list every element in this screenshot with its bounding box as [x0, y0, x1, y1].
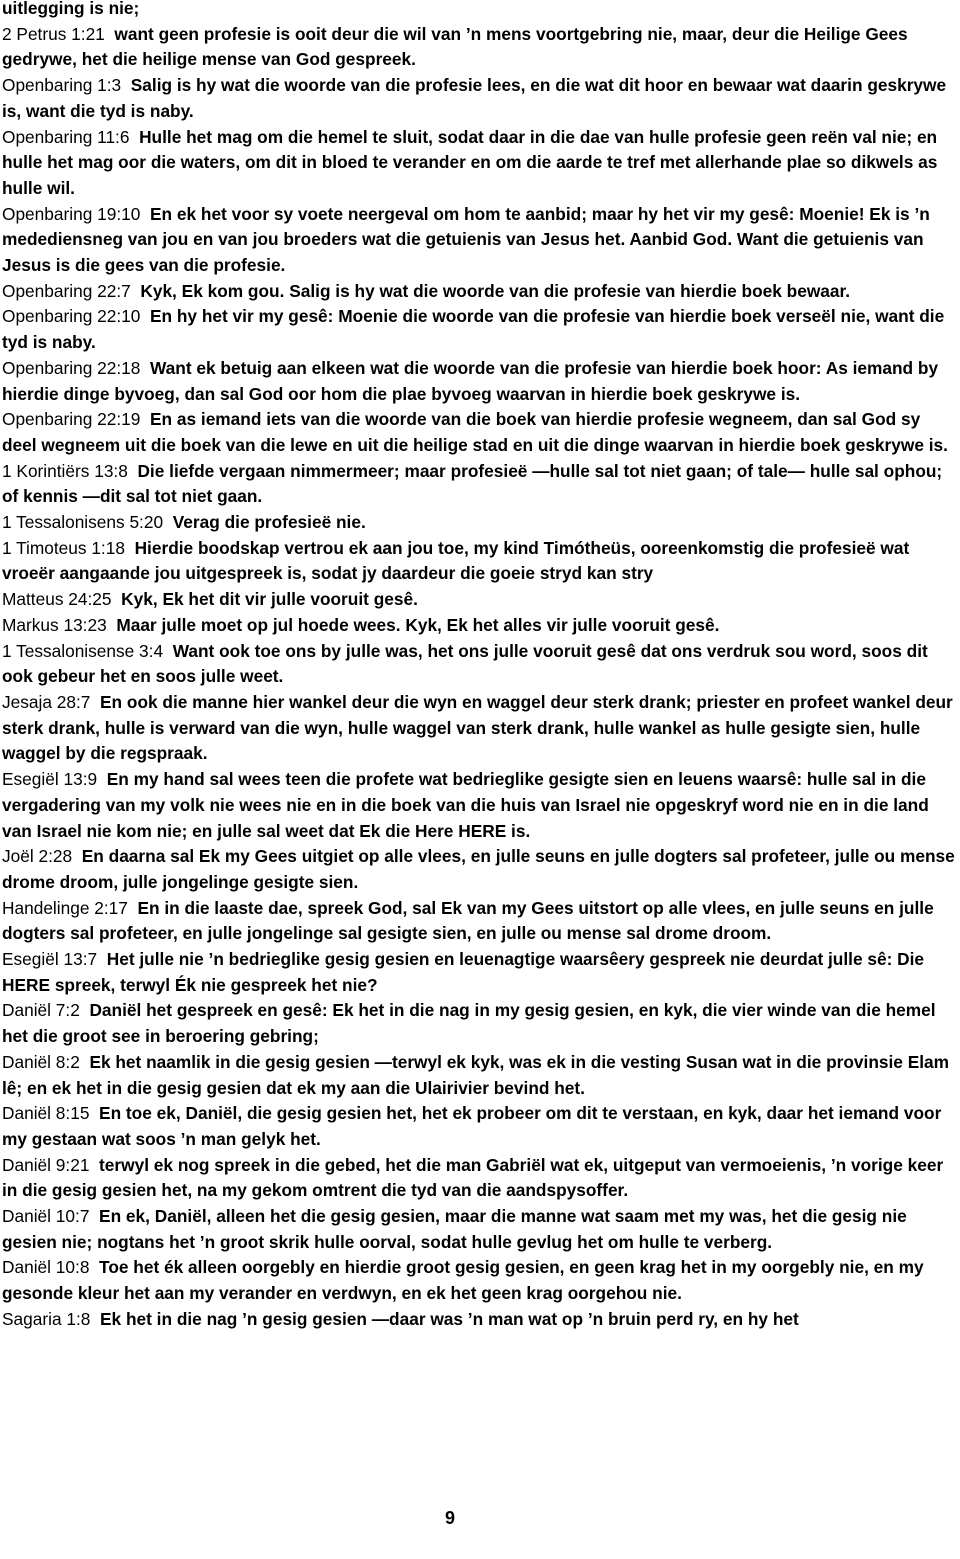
verse-text: terwyl ek nog spreek in die gebed, het die man Gabriël wat ek, uitgeput van vermoeienis, ’n vorige keer in die gesig gesien het, na my gekom omtrent die tyd van die aandspysoffer.: [2, 1154, 944, 1201]
verse-reference: Daniël 7:2: [2, 1000, 80, 1021]
verse-text: Ek het in die nag ’n gesig gesien —daar was ’n man wat op ’n bruin perd ry, en hy het: [100, 1308, 799, 1329]
verse-entry: [2, 356, 956, 407]
verse-text: Kyk, Ek kom gou. Salig is hy wat die woorde van die profesie van hierdie boek bewaar.: [140, 280, 851, 301]
verse-entry: [2, 202, 956, 279]
verse-text: En my hand sal wees teen die profete wat bedrieglike gesigte sien en leuens waarsê: hulle sal in die vergadering van my volk nie wees nie en in die boek van die huis van Israel nie opgeskryf word nie en in die land van Israel nie kom nie; en julle sal weet dat Ek die Here HERE is.: [2, 769, 929, 841]
verse-text: Want ek betuig aan elkeen wat die woorde van die profesie van hierdie boek hoor: As iemand by hierdie dinge byvoeg, dan sal God oor hom die plae byvoeg waarvan in hierdie boek geskrywe is.: [2, 357, 939, 404]
verse-list: [2, 22, 956, 1333]
verse-reference: Openbaring 22:18: [2, 357, 141, 378]
verse-text: Hierdie boodskap vertrou ek aan jou toe, my kind Timótheüs, ooreenkomstig die profesieë wat vroeër aangaande jou uitgespreek is, sodat jy daardeur die goeie stryd kan stry: [2, 537, 910, 584]
verse-entry: [2, 639, 956, 690]
verse-text: Want ook toe ons by julle was, het ons julle vooruit gesê dat ons verdruk sou word, soos dit ook gebeur het en soos julle weet.: [2, 640, 928, 687]
verse-entry: [2, 459, 956, 510]
verse-reference: Openbaring 11:6: [2, 126, 130, 147]
verse-text: Salig is hy wat die woorde van die profesie lees, en die wat dit hoor en bewaar wat daarin geskrywe is, want die tyd is naby.: [2, 75, 947, 121]
verse-entry: [2, 1307, 956, 1333]
verse-reference: Sagaria 1:8: [2, 1308, 91, 1329]
verse-text: En as iemand iets van die woorde van die boek van hierdie profesie wegneem, dan sal God sy deel wegneem uit die boek van die lewe en uit die heilige stad en uit die dinge waarvan in hierdie boek geskrywe is.: [2, 409, 948, 455]
verse-entry: [2, 536, 956, 587]
verse-entry: [2, 587, 956, 613]
verse-text: En ek, Daniël, alleen het die gesig gesien, maar die manne wat saam met my was, het die gesig nie gesien nie; nogtans het ’n groot skrik hulle oorval, sodat hulle gevlug het om hulle te verberg.: [2, 1206, 907, 1252]
verse-entry: [2, 1101, 956, 1152]
verse-text: Die liefde vergaan nimmermeer; maar profesieë —hulle sal tot niet gaan; of tale— hulle sal ophou; of kennis —dit sal tot niet gaan.: [2, 460, 943, 507]
verse-reference: Daniël 10:8: [2, 1257, 90, 1278]
verse-entry: [2, 304, 956, 355]
verse-entry: [2, 613, 956, 639]
verse-text: Het julle nie ’n bedrieglike gesig gesien en leuenagtige waarsêery gespreek nie deurdat julle sê: Die HERE spreek, terwyl Ék nie gespreek het nie?: [2, 949, 925, 995]
verse-entry: [2, 998, 956, 1049]
verse-text: Toe het ék alleen oorgebly en hierdie groot gesig gesien, en geen krag het in my oorgebly nie, en my gesonde kleur het aan my verander en verdwyn, en ek het geen krag oorgehou nie.: [2, 1257, 924, 1304]
verse-text: Daniël het gespreek en gesê: Ek het in die nag in my gesig gesien, en kyk, die vier winde van die hemel het die groot see in beroering gebring;: [2, 1000, 936, 1047]
verse-reference: Markus 13:23: [2, 614, 107, 635]
verse-text: Ek het naamlik in die gesig gesien —terwyl ek kyk, was ek in die vesting Susan wat in die provinsie Elam lê; en ek het in die gesig gesien dat ek my aan die Ulairivier bevind het.: [2, 1051, 950, 1098]
verse-text: En ook die manne hier wankel deur die wyn en waggel deur sterk drank; priester en profeet wankel deur sterk drank, hulle is verward van die wyn, hulle waggel van sterk drank, hulle wankel as hulle gesigte sien, hulle waggel by die regspraak.: [2, 691, 953, 764]
verse-reference: 2 Petrus 1:21: [2, 23, 105, 44]
verse-text: want geen profesie is ooit deur die wil van ’n mens voortgebring nie, maar, deur die Heilige Gees gedrywe, het die heilige mense van God gespreek.: [2, 23, 908, 70]
verse-entry: [2, 125, 956, 202]
verse-reference: Openbaring 22:7: [2, 280, 131, 301]
document-body: [2, 0, 956, 1333]
verse-reference: 1 Tessalonisense 3:4: [2, 640, 164, 661]
verse-reference: Handelinge 2:17: [2, 897, 128, 918]
verse-entry: [2, 22, 956, 73]
verse-entry: [2, 1204, 956, 1255]
verse-reference: 1 Tessalonisens 5:20: [2, 512, 164, 533]
verse-entry: [2, 896, 956, 947]
verse-reference: Openbaring 22:10: [2, 306, 141, 327]
verse-reference: Jesaja 28:7: [2, 691, 91, 712]
verse-entry: [2, 279, 956, 305]
verse-text: Verag die profesieë nie.: [172, 512, 366, 533]
verse-reference: 1 Korintiërs 13:8: [2, 460, 128, 481]
verse-reference: Openbaring 1:3: [2, 75, 122, 96]
verse-entry: [2, 1255, 956, 1306]
verse-reference: 1 Timoteus 1:18: [2, 537, 125, 558]
verse-entry: [2, 1050, 956, 1101]
verse-text: Kyk, Ek het dit vir julle vooruit gesê.: [121, 589, 418, 610]
verse-reference: Joël 2:28: [2, 846, 73, 867]
verse-entry: [2, 947, 956, 998]
verse-text: En daarna sal Ek my Gees uitgiet op alle vlees, en julle seuns en julle dogters sal profeteer, julle ou mense drome droom, julle jongelinge gesigte sien.: [2, 846, 955, 892]
verse-text: Maar julle moet op jul hoede wees. Kyk, Ek het alles vir julle vooruit gesê.: [116, 614, 720, 635]
verse-reference: Openbaring 22:19: [2, 409, 141, 430]
continued-heading: uitlegging is nie;: [2, 0, 140, 18]
verse-reference: Esegiël 13:7: [2, 949, 98, 970]
verse-text: En toe ek, Daniël, die gesig gesien het, het ek probeer om dit te verstaan, en kyk, daar het iemand voor my gestaan wat soos ’n man gelyk het.: [2, 1103, 942, 1149]
verse-text: Hulle het mag om die hemel te sluit, sodat daar in die dae van hulle profesie geen reën val nie; en hulle het mag oor die waters, om dit in bloed te verander en om die aarde te tref met allerhande plae so dikwels as hulle wil.: [2, 126, 938, 198]
verse-reference: Matteus 24:25: [2, 589, 112, 610]
verse-entry: [2, 844, 956, 895]
page-number: 9: [444, 1508, 455, 1528]
verse-entry: [2, 510, 956, 536]
verse-reference: Daniël 8:2: [2, 1051, 80, 1072]
verse-reference: Daniël 9:21: [2, 1154, 90, 1175]
verse-reference: Daniël 8:15: [2, 1103, 90, 1124]
verse-entry: [2, 767, 956, 844]
verse-reference: Esegiël 13:9: [2, 769, 98, 790]
verse-entry: [2, 1153, 956, 1204]
verse-reference: Daniël 10:7: [2, 1206, 90, 1227]
verse-entry: [2, 690, 956, 767]
verse-entry: [2, 407, 956, 458]
verse-reference: Openbaring 19:10: [2, 203, 141, 224]
verse-text: En ek het voor sy voete neergeval om hom te aanbid; maar hy het vir my gesê: Moenie! Ek is ’n medediensneg van jou en van jou broeders wat die getuienis van Jesus het. Aanbid God. Want die getuienis van Jesus is die gees van die profesie.: [2, 203, 930, 276]
verse-text: En in die laaste dae, spreek God, sal Ek van my Gees uitstort op alle vlees, en julle seuns en julle dogters sal profeteer, en julle jongelinge sal gesigte sien, en julle ou mense sal drome droom.: [2, 897, 934, 944]
verse-entry: [2, 73, 956, 124]
verse-text: En hy het vir my gesê: Moenie die woorde van die profesie van hierdie boek verseël nie, want die tyd is naby.: [2, 306, 945, 353]
